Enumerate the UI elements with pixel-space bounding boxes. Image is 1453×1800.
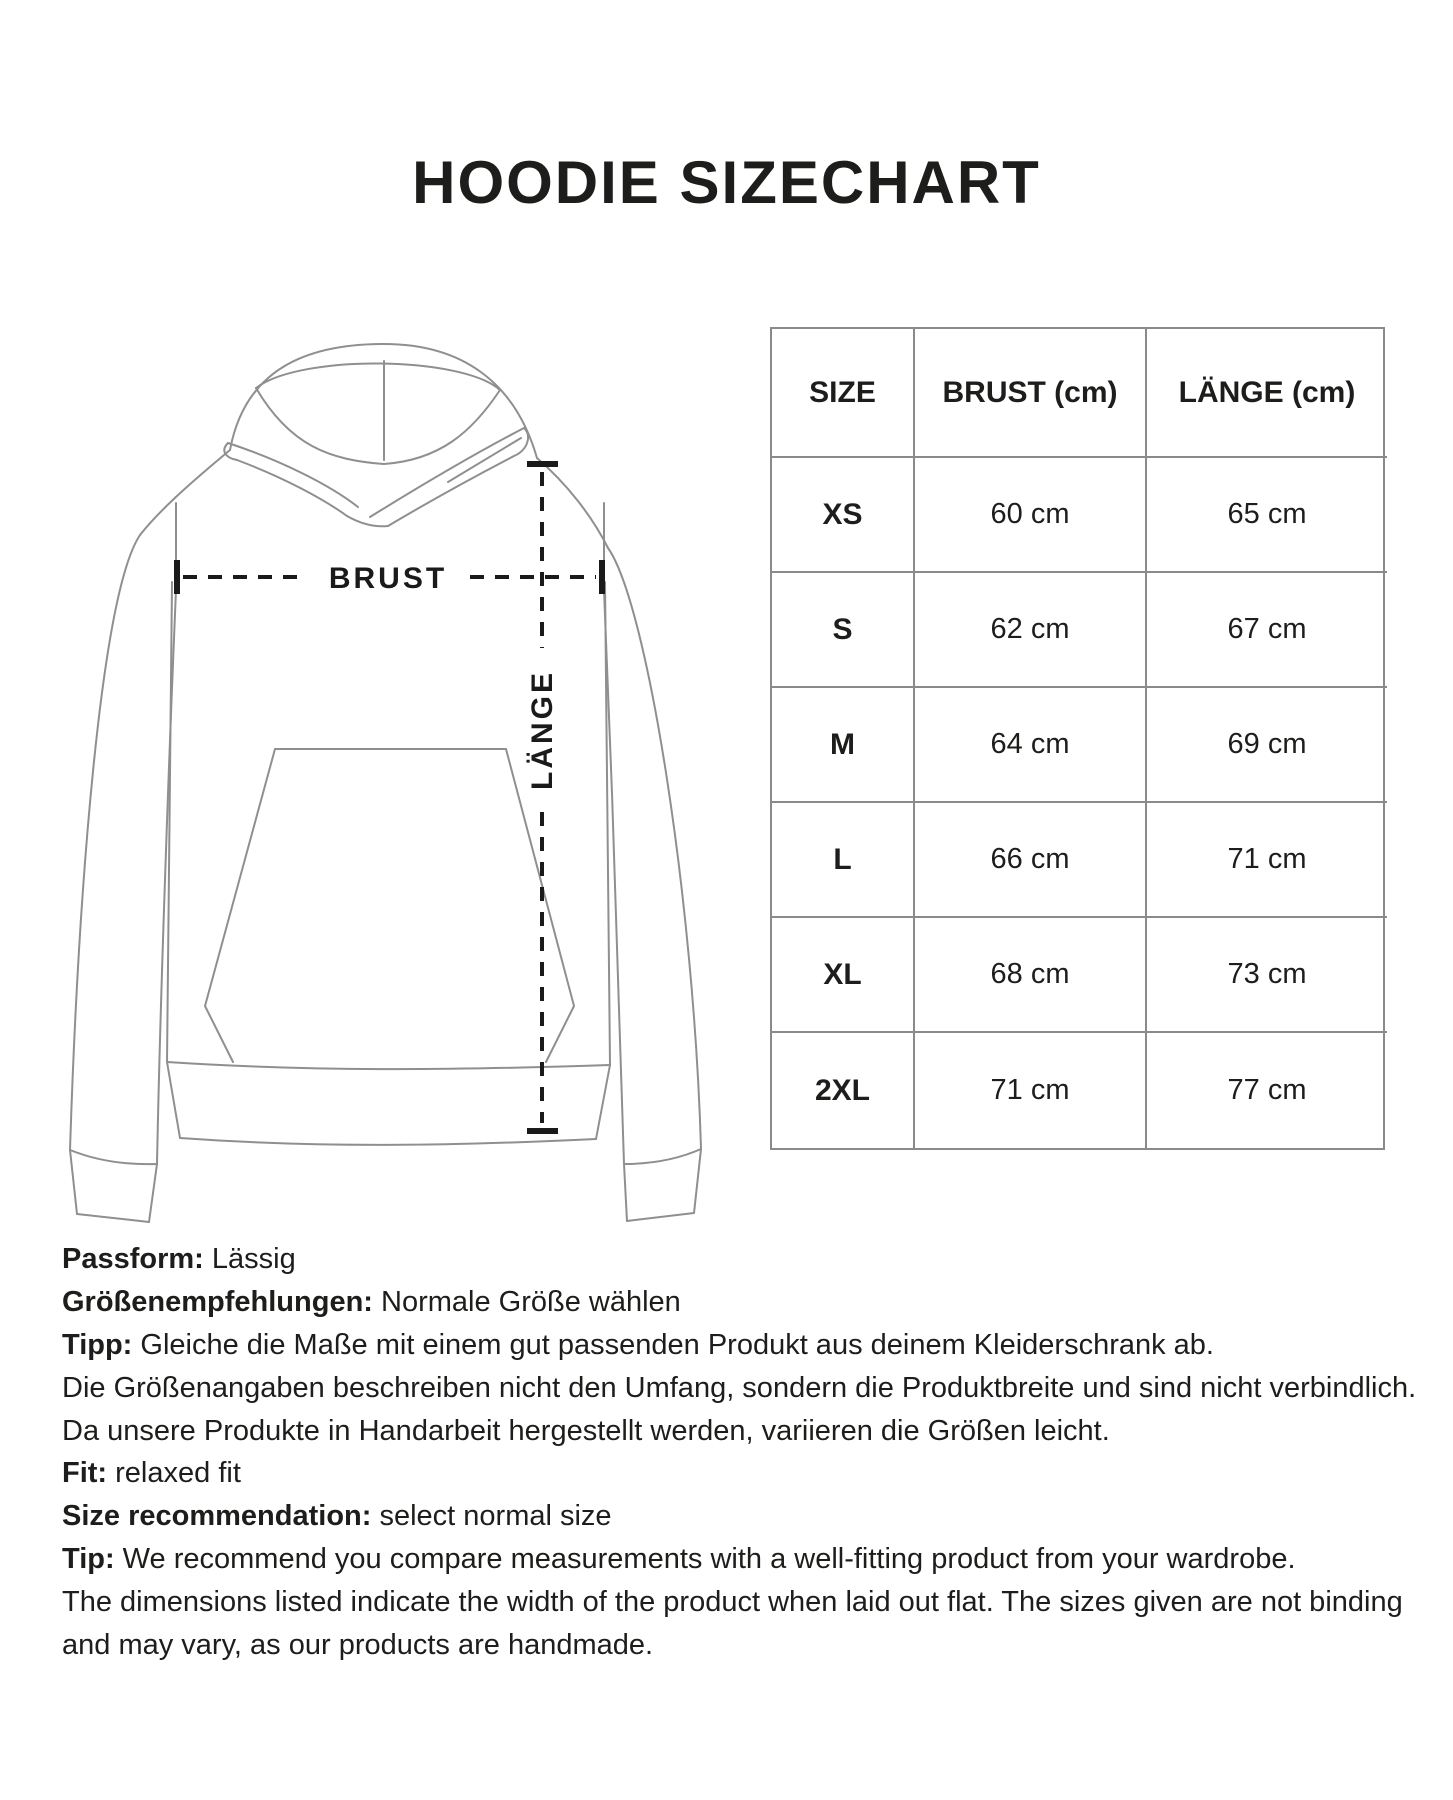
table-row-laenge: 65 cm (1147, 458, 1387, 573)
info-line-label: Fit: (62, 1457, 108, 1489)
info-line (62, 1624, 1422, 1667)
size-table (770, 327, 1385, 1150)
column-header-laenge: LÄNGE (cm) (1147, 329, 1387, 458)
table-row-laenge: 73 cm (1147, 918, 1387, 1033)
info-line-label: Size recommendation: (62, 1500, 372, 1532)
column-header-size: SIZE (772, 329, 915, 458)
info-line (62, 1367, 1422, 1410)
info-line (62, 1324, 1422, 1367)
chest-measurement (177, 560, 602, 595)
info-line-text: relaxed fit (107, 1457, 241, 1489)
table-row-size: 2XL (772, 1033, 915, 1148)
info-line-text: Normale Größe wählen (372, 1286, 681, 1318)
table-row-brust: 64 cm (915, 688, 1147, 803)
table-row-brust: 71 cm (915, 1033, 1147, 1148)
page-title: HOODIE SIZECHART (412, 149, 1041, 216)
info-line (62, 1495, 1422, 1538)
column-header-brust: BRUST (cm) (915, 329, 1147, 458)
info-line-label: Größenempfehlungen: (62, 1286, 373, 1318)
table-row-size: XS (772, 458, 915, 573)
info-line-text: Da unsere Produkte in Handarbeit hergestellt werden, variieren die Größen leicht. (62, 1415, 1110, 1447)
table-row-brust: 66 cm (915, 803, 1147, 918)
info-line-label: Tipp: (62, 1329, 133, 1361)
fit-info-german (62, 1238, 1422, 1453)
info-line-label: Tip: (62, 1543, 115, 1575)
table-row-size: XL (772, 918, 915, 1033)
info-line-text: Gleiche die Maße mit einem gut passenden Produkt aus deinem Kleiderschrank ab. (132, 1329, 1214, 1361)
info-line-text: The dimensions listed indicate the width of the product when laid out flat. The sizes given are not binding (62, 1586, 1403, 1618)
table-row-laenge: 71 cm (1147, 803, 1387, 918)
length-measurement (526, 464, 559, 1131)
info-line (62, 1281, 1422, 1324)
fit-info-english (62, 1452, 1422, 1667)
table-row-size: S (772, 573, 915, 688)
info-line (62, 1581, 1422, 1624)
table-row-size: L (772, 803, 915, 918)
table-row-brust: 60 cm (915, 458, 1147, 573)
info-line-text: We recommend you compare measurements with a well-fitting product from your wardrobe. (114, 1543, 1296, 1575)
table-row-laenge: 67 cm (1147, 573, 1387, 688)
table-row-brust: 68 cm (915, 918, 1147, 1033)
table-row-size: M (772, 688, 915, 803)
info-line-text: and may vary, as our products are handmade. (62, 1629, 654, 1661)
info-line (62, 1538, 1422, 1581)
info-line-text: Die Größenangaben beschreiben nicht den Umfang, sondern die Produktbreite und sind nicht verbindlich. (62, 1372, 1417, 1404)
hoodie-technical-drawing (0, 260, 760, 1260)
table-row-laenge: 69 cm (1147, 688, 1387, 803)
info-line (62, 1410, 1422, 1453)
table-row-laenge: 77 cm (1227, 1074, 1307, 1106)
chest-measurement-label: BRUST (328, 562, 448, 595)
info-line-label: Passform: (62, 1243, 204, 1275)
pocket-sketch (205, 749, 574, 1062)
table-row-brust: 62 cm (915, 573, 1147, 688)
info-line (62, 1452, 1422, 1495)
info-line-text: Lässig (203, 1243, 296, 1275)
hood-sketch (224, 344, 537, 526)
info-line (62, 1238, 1422, 1281)
length-measurement-label: LÄNGE (526, 670, 559, 790)
info-line-text: select normal size (371, 1500, 612, 1532)
